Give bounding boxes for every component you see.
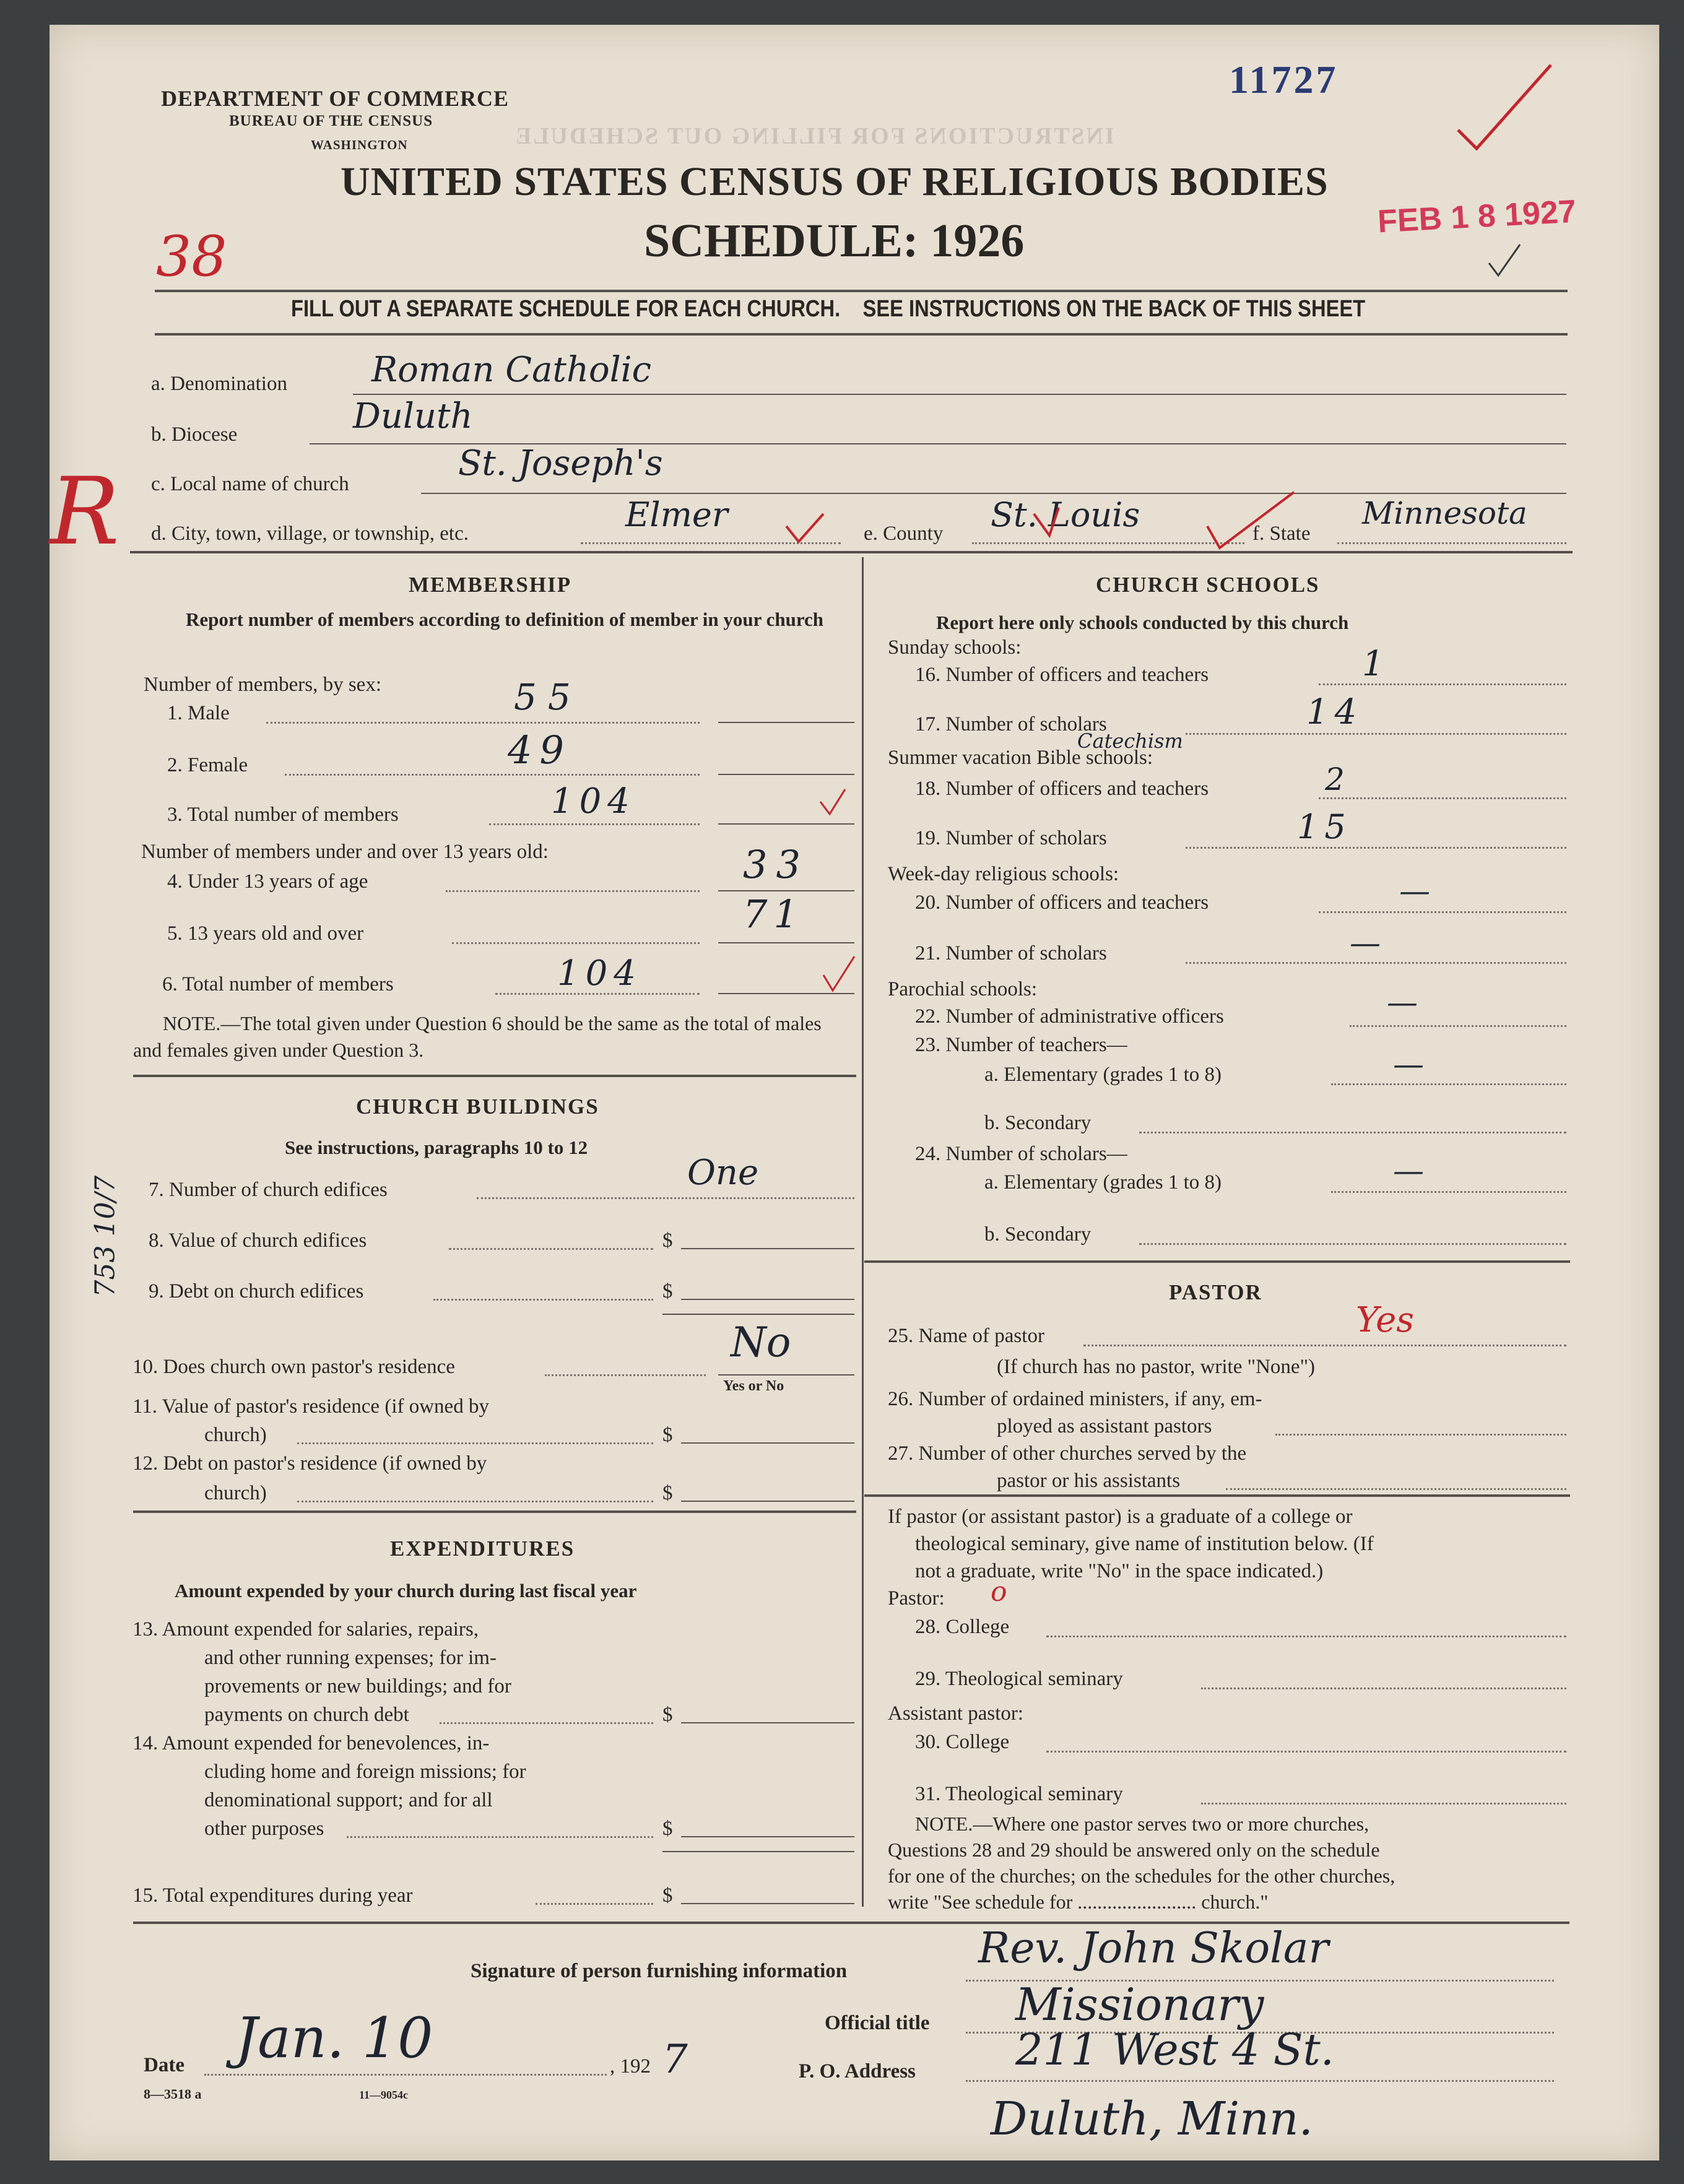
q31-line (1201, 1803, 1566, 1805)
schools-heading: CHURCH SCHOOLS (1096, 573, 1320, 597)
q26-line (1275, 1434, 1566, 1436)
q14-dollar: $ (662, 1818, 673, 1840)
q10-answer-line (718, 1374, 854, 1376)
by-age-label: Number of members under and over 13 years old: (141, 841, 549, 863)
q23b-line (1139, 1132, 1566, 1133)
q14-answer-line (681, 1836, 854, 1837)
form-title: UNITED STATES CENSUS OF RELIGIOUS BODIES (341, 159, 1329, 204)
denomination-value: Roman Catholic (371, 350, 651, 390)
q15-answer-line (681, 1903, 854, 1904)
q13-line4: payments on church debt (204, 1704, 409, 1726)
q18-value: 2 (1325, 761, 1345, 797)
q29-line (1201, 1688, 1566, 1689)
q11-label-line2: church) (204, 1424, 267, 1446)
q9-answer-line (681, 1299, 854, 1300)
diocese-value: Duluth (353, 396, 473, 436)
buildings-heading: CHURCH BUILDINGS (356, 1094, 599, 1119)
by-sex-label: Number of members, by sex: (144, 674, 381, 696)
q16-line (1319, 683, 1566, 685)
diocese-label: b. Diocese (151, 423, 238, 446)
date-line (204, 2074, 607, 2076)
title-label: Official title (825, 2012, 930, 2034)
q11-dollar: $ (662, 1424, 673, 1446)
q13-answer-line (681, 1722, 854, 1723)
expenditures-intro: Amount expended by your church during last fiscal year (175, 1580, 637, 1601)
q14-line (347, 1836, 653, 1838)
local-name-value: St. Joseph's (458, 443, 663, 483)
department-name: DEPARTMENT OF COMMERCE (161, 86, 510, 111)
q24a-label: a. Elementary (grades 1 to 8) (984, 1171, 1222, 1194)
q25-value: Yes (1356, 1300, 1414, 1340)
q31-label: 31. Theological seminary (915, 1783, 1123, 1805)
title-value: Missionary (1015, 1978, 1264, 2030)
q13-line2: and other running expenses; for im- (204, 1647, 497, 1669)
local-name-label: c. Local name of church (151, 473, 349, 495)
q5-line (452, 942, 700, 944)
county-label: e. County (864, 522, 944, 545)
q26-line1: 26. Number of ordained ministers, if any, em- (888, 1388, 1262, 1410)
q5-label: 5. 13 years old and over (167, 922, 364, 945)
q5-value: 71 (743, 891, 804, 937)
q2-line (285, 774, 700, 776)
q13-line3: provements or new buildings; and for (204, 1675, 511, 1697)
q12-answer-line (681, 1501, 854, 1502)
q17-line (1186, 733, 1566, 735)
q4-value: 33 (743, 842, 809, 887)
denomination-line (353, 394, 1566, 395)
grad-line2: theological seminary, give name of institution below. (If (915, 1533, 1374, 1555)
q13-line (440, 1722, 653, 1724)
pastor-mark: o (991, 1576, 1007, 1608)
margin-number: 38 (156, 224, 227, 289)
header-rule-top (155, 290, 1568, 292)
q11-line (297, 1442, 653, 1444)
grad-line1: If pastor (or assistant pastor) is a graduate of a college or (888, 1506, 1353, 1528)
red-tick-membership (817, 777, 885, 1012)
summer-correction: Catechism (1077, 729, 1183, 753)
q27-line2: pastor or his assistants (997, 1470, 1181, 1492)
pastor-note-line2: Questions 28 and 29 should be answered only on the schedule (888, 1839, 1380, 1861)
q1-value: 55 (514, 676, 582, 718)
q23b-label: b. Secondary (984, 1112, 1092, 1134)
q22-value: — (1387, 984, 1418, 1020)
date-year-hand: 7 (662, 2037, 688, 2082)
q10-line (545, 1374, 706, 1376)
q30-label: 30. College (915, 1731, 1010, 1753)
expenditures-heading: EXPENDITURES (390, 1536, 575, 1561)
schedule-year: SCHEDULE: 1926 (644, 215, 1025, 267)
center-divider (862, 557, 864, 1907)
q23a-label: a. Elementary (grades 1 to 8) (984, 1064, 1222, 1086)
q6-label: 6. Total number of members (162, 973, 394, 995)
city-value: Elmer (625, 495, 728, 534)
q6-value: 104 (557, 953, 642, 994)
date-year-printed: , 192 (610, 2055, 651, 2078)
q1-label: 1. Male (167, 702, 230, 724)
q22-line (1350, 1025, 1566, 1027)
q15-label: 15. Total expenditures during year (132, 1884, 413, 1907)
q25-note: (If church has no pastor, write "None") (997, 1356, 1316, 1378)
q7-line (477, 1197, 854, 1199)
q12-line (297, 1501, 653, 1502)
q9-line (433, 1299, 653, 1301)
q21-label: 21. Number of scholars (915, 942, 1107, 964)
q25-label: 25. Name of pastor (888, 1325, 1044, 1347)
q7-value: One (687, 1153, 759, 1193)
q24a-value: — (1393, 1153, 1424, 1189)
q8-line (449, 1248, 653, 1250)
q27-line1: 27. Number of other churches served by the (888, 1442, 1247, 1465)
signature-value: Rev. John Skolar (978, 1924, 1329, 1973)
denomination-label: a. Denomination (151, 373, 287, 395)
q4-line (446, 890, 700, 892)
q16-label: 16. Number of officers and teachers (915, 664, 1209, 686)
pastor-rule (864, 1494, 1570, 1497)
bleed-through-text: INSTRUCTIONS FOR FILLING OUT SCHEDULE (514, 123, 1114, 149)
grad-line3: not a graduate, write "No" in the space indicated.) (915, 1560, 1324, 1582)
q8-answer-line (681, 1248, 854, 1249)
date-value: Jan. 10 (235, 2006, 433, 2071)
sunday-label: Sunday schools: (888, 636, 1022, 659)
address-label: P. O. Address (799, 2060, 916, 2082)
state-value: Minnesota (1362, 495, 1527, 531)
q14-line1: 14. Amount expended for benevolences, in- (132, 1732, 490, 1754)
q19-value: 15 (1297, 807, 1352, 846)
state-line (1337, 542, 1566, 544)
q20-value: — (1399, 873, 1430, 909)
q23-label: 23. Number of teachers— (915, 1034, 1127, 1056)
pastor-note-line3: for one of the churches; on the schedules for the other churches, (888, 1865, 1395, 1887)
q1-answer-line (718, 722, 854, 723)
pastor-heading: PASTOR (1169, 1280, 1262, 1304)
q17-label: 17. Number of scholars (915, 713, 1107, 735)
pastor-label: Pastor: (888, 1587, 945, 1610)
membership-note (133, 1010, 854, 1064)
q2-answer-line (718, 774, 854, 775)
summer-label: Summer vacation Bible schools: (888, 747, 1153, 769)
q9-dollar: $ (662, 1280, 673, 1302)
q7-label: 7. Number of church edifices (149, 1179, 388, 1201)
address-line1: 211 West 4 St. (1015, 2024, 1334, 2075)
form-number-2: 11—9054c (359, 2089, 408, 2101)
q29-label: 29. Theological seminary (915, 1668, 1123, 1690)
q11-answer-line (681, 1442, 854, 1444)
q24b-line (1139, 1243, 1566, 1245)
q11-label-line1: 11. Value of pastor's residence (if owned by (132, 1395, 489, 1418)
q13-line1: 13. Amount expended for salaries, repairs, (132, 1618, 479, 1640)
q3-label: 3. Total number of members (167, 804, 399, 826)
q15-dollar: $ (662, 1884, 673, 1907)
q19-label: 19. Number of scholars (915, 827, 1107, 849)
membership-intro-text: Report number of members according to definition of member in your church (185, 609, 824, 630)
q4-label: 4. Under 13 years of age (167, 870, 368, 893)
q2-label: 2. Female (167, 754, 248, 776)
q21-value: — (1350, 925, 1381, 961)
q14-rule (662, 1851, 854, 1852)
margin-note: 753 10/7 (89, 1175, 121, 1298)
q3-value: 104 (551, 781, 636, 821)
q14-line2: cluding home and foreign missions; for (204, 1761, 526, 1783)
q19-line (1186, 847, 1566, 849)
schools-rule (864, 1260, 1570, 1263)
address-line2: Duluth, Minn. (991, 2092, 1314, 2146)
state-label: f. State (1252, 522, 1311, 545)
weekday-label: Week-day religious schools: (888, 863, 1119, 885)
q18-label: 18. Number of officers and teachers (915, 778, 1209, 800)
q22-label: 22. Number of administrative officers (915, 1005, 1224, 1028)
q21-line (1186, 962, 1566, 964)
q12-label-line2: church) (204, 1482, 267, 1504)
pastor-note-line1: NOTE.—Where one pastor serves two or more churches, (915, 1813, 1369, 1835)
buildings-rule (662, 1314, 854, 1315)
assistant-label: Assistant pastor: (888, 1702, 1024, 1725)
identity-rule (130, 551, 1573, 553)
q28-label: 28. College (915, 1616, 1010, 1638)
header-rule-bottom (155, 333, 1568, 336)
q27-line (1226, 1488, 1566, 1490)
q24-label: 24. Number of scholars— (915, 1143, 1127, 1165)
q14-line3: denominational support; and for all (204, 1789, 493, 1811)
q23a-value: — (1393, 1046, 1424, 1082)
q8-dollar: $ (662, 1229, 673, 1252)
q3-line (489, 823, 700, 825)
q9-label: 9. Debt on church edifices (149, 1280, 364, 1302)
q24b-label: b. Secondary (984, 1223, 1092, 1246)
red-tick-marks (774, 489, 1331, 557)
instruction-line: FILL OUT A SEPARATE SCHEDULE FOR EACH CHURCH. SEE INSTRUCTIONS ON THE BACK OF THIS SHEET (291, 296, 1366, 322)
buildings-intro: See instructions, paragraphs 10 to 12 (285, 1137, 588, 1158)
address-line (966, 2080, 1554, 2082)
q16-value: 1 (1362, 644, 1384, 684)
q12-label-line1: 12. Debt on pastor's residence (if owned by (132, 1452, 487, 1475)
q14-line4: other purposes (204, 1818, 324, 1840)
red-check-mark (1455, 62, 1554, 155)
q28-line (1046, 1636, 1566, 1637)
q23a-line (1331, 1083, 1566, 1085)
membership-intro (155, 607, 854, 633)
q12-dollar: $ (662, 1482, 673, 1504)
membership-rule (133, 1075, 856, 1077)
q18-line (1319, 797, 1566, 799)
pastor-note-line4: write "See schedule for ........................ church." (888, 1891, 1269, 1913)
q8-label: 8. Value of church edifices (149, 1229, 367, 1252)
q1-line (266, 722, 700, 724)
date-label: Date (144, 2054, 184, 2076)
q10-value: No (731, 1319, 791, 1366)
city-label: d. City, town, village, or township, etc. (151, 522, 469, 545)
schools-intro: Report here only schools conducted by this church (936, 612, 1349, 633)
q26-line2: ployed as assistant pastors (997, 1415, 1212, 1437)
margin-mark-r: R (50, 458, 119, 566)
bureau-name: BUREAU OF THE CENSUS (229, 113, 433, 129)
q30-line (1046, 1751, 1566, 1753)
signature-label: Signature of person furnishing information (471, 1960, 848, 1982)
city-name: WASHINGTON (311, 137, 408, 152)
q15-line (536, 1903, 653, 1905)
parochial-label: Parochial schools: (888, 978, 1038, 1000)
q20-line (1319, 911, 1566, 913)
serial-number: 11727 (1229, 58, 1339, 102)
q13-dollar: $ (662, 1704, 673, 1726)
form-number: 8—3518 a (144, 2086, 202, 2102)
q10-label: 10. Does church own pastor's residence (132, 1356, 455, 1378)
q24a-line (1331, 1191, 1566, 1193)
received-date-stamp: FEB 1 8 1927 (1376, 193, 1578, 240)
q25-line (1083, 1345, 1566, 1346)
yes-or-no-caption: Yes or No (723, 1378, 784, 1394)
footer-rule (133, 1922, 1569, 1924)
membership-note-text: NOTE.—The total given under Question 6 should be the same as the total of males and females given under Question 3. (133, 1012, 822, 1062)
membership-heading: MEMBERSHIP (409, 573, 572, 597)
q20-label: 20. Number of officers and teachers (915, 891, 1209, 914)
check-mark (1486, 241, 1523, 279)
county-value: St. Louis (991, 495, 1140, 534)
q17-value: 14 (1306, 692, 1363, 732)
q2-value: 49 (508, 727, 571, 773)
expenditures-rule (133, 1510, 856, 1513)
